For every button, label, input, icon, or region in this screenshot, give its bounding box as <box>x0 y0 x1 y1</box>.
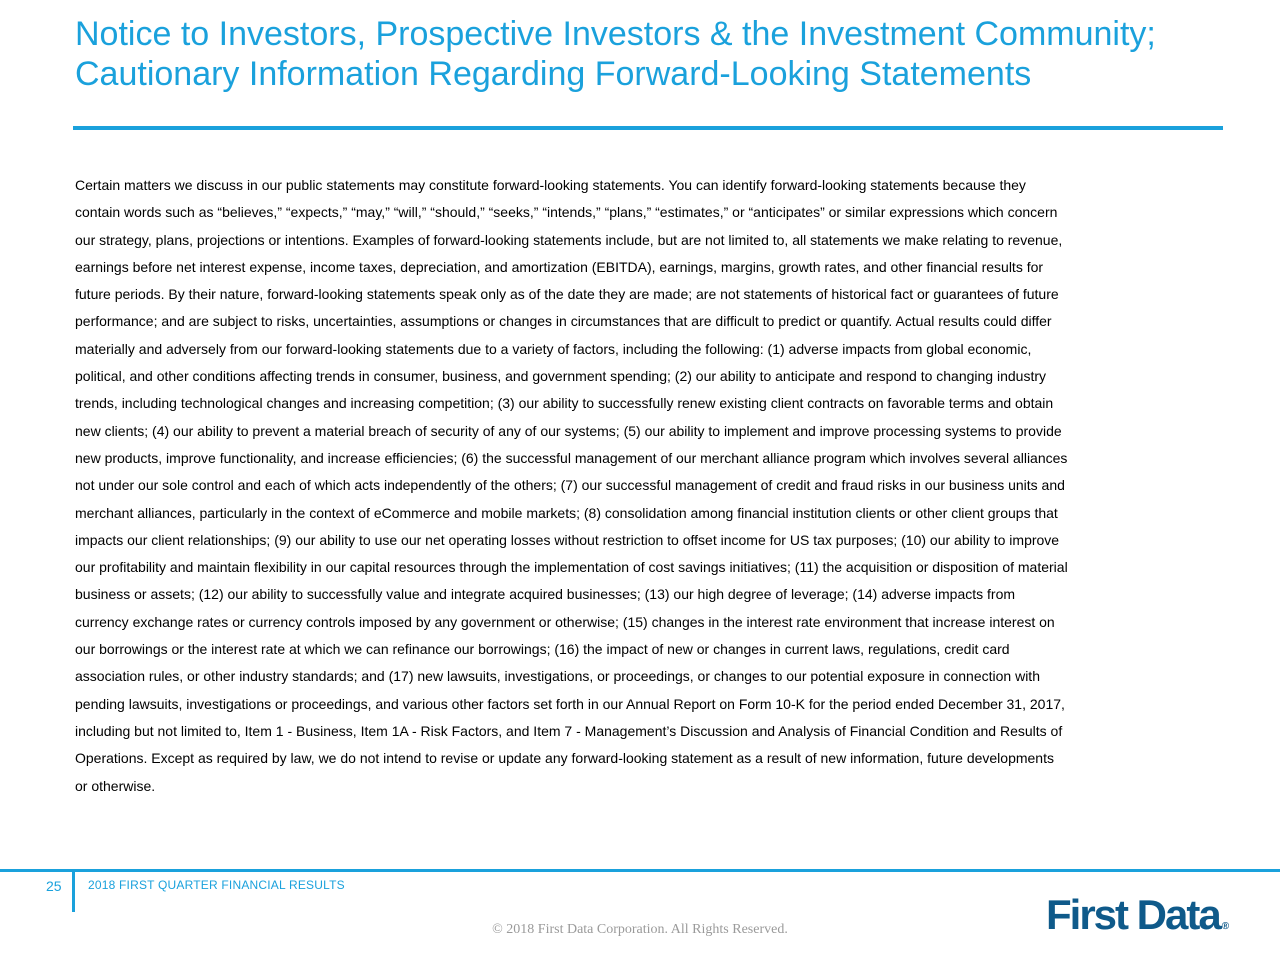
paragraph-line: not under our sole control and each of which acts independently of the others; (7) our successful management of credit and fraud risks in our business units and <box>75 477 1065 494</box>
paragraph-line: business or assets; (12) our ability to successfully value and integrate acquired businesses; (13) our high degree of leverage; (14) adverse impacts from <box>75 586 1016 603</box>
paragraph-line: including but not limited to, Item 1 - Business, Item 1A - Risk Factors, and Item 7 - Management’s Discussion and Analysis of Financial Condition and Results of <box>75 722 1063 739</box>
paragraph-line: Certain matters we discuss in our public statements may constitute forward-looking statements. You can identify forward-looking statements because they <box>75 177 1026 193</box>
paragraph-line: new clients; (4) our ability to prevent a material breach of security of any of our systems; (5) our ability to implement and improve processing systems to provide <box>75 422 1062 439</box>
footer-divider-line <box>0 869 1280 872</box>
paragraph-line: performance; and are subject to risks, uncertainties, assumptions or changes in circumstances that are difficult to predict or quantify. Actual results could differ <box>75 313 1052 330</box>
footer-label: 2018 FIRST QUARTER FINANCIAL RESULTS <box>88 878 345 892</box>
footer-vertical-divider <box>72 872 75 912</box>
paragraph-line: earnings before net interest expense, income taxes, depreciation, and amortization (EBITDA), earnings, margins, growth rates, and other financial results for <box>75 258 1044 275</box>
slide-title <box>75 14 1255 94</box>
paragraph-line: pending lawsuits, investigations or proceedings, and various other factors set forth in our Annual Report on Form 10-K for the period ended December 31, 2017, <box>75 695 1065 712</box>
paragraph-line: or otherwise. <box>75 777 156 794</box>
paragraph-line: our profitability and maintain flexibility in our capital resources through the implementation of cost savings initiatives; (11) the acquisition or disposition of material <box>75 559 1068 576</box>
paragraph-line: our strategy, plans, projections or intentions. Examples of forward-looking statements include, but are not limited to, all statements we make relating to revenue, <box>75 231 1063 248</box>
paragraph-line: contain words such as “believes,” “expects,” “may,” “will,” “should,” “seeks,” “intends,” “plans,” “estimates,” or “anticipates” or similar expressions which concern <box>75 204 1058 221</box>
disclaimer-paragraph <box>75 172 1225 800</box>
paragraph-line: association rules, or other industry standards; and (17) new lawsuits, investigations, or proceedings, or changes to our potential exposure in connection with <box>75 668 1040 685</box>
paragraph-line: future periods. By their nature, forward-looking statements speak only as of the date they are made; are not statements of historical fact or guarantees of future <box>75 286 1059 303</box>
paragraph-line: impacts our client relationships; (9) our ability to use our net operating losses without restriction to offset income for US tax purposes; (10) our ability to improve <box>75 531 1060 548</box>
registered-mark: ® <box>1221 921 1230 932</box>
paragraph-line: materially and adversely from our forward-looking statements due to a variety of factors, including the following: (1) adverse impacts from global economic, <box>75 340 1032 357</box>
paragraph-line: our borrowings or the interest rate at which we can refinance our borrowings; (16) the impact of new or changes in current laws, regulations, credit card <box>75 641 1010 658</box>
paragraph-line: Operations. Except as required by law, we do not intend to revise or update any forward-looking statement as a result of new information, future developments <box>75 750 1054 767</box>
title-underline-divider <box>73 126 1223 130</box>
page-number: 25 <box>46 878 62 894</box>
paragraph-line: trends, including technological changes and increasing competition; (3) our ability to successfully renew existing client contracts on favorable terms and obtain <box>75 395 1054 412</box>
logo-wordmark: First Data <box>1046 891 1220 938</box>
first-data-logo <box>1046 892 1229 950</box>
paragraph-line: new products, improve functionality, and increase efficiencies; (6) the successful management of our merchant alliance program which involves several alliances <box>75 449 1068 466</box>
paragraph-line: currency exchange rates or currency controls imposed by any government or otherwise; (15) changes in the interest rate environment that increase interest on <box>75 613 1055 630</box>
paragraph-line: political, and other conditions affecting trends in consumer, business, and government spending; (2) our ability to anticipate and respond to changing industry <box>75 368 1047 385</box>
copyright-notice: © 2018 First Data Corporation. All Rights Reserved. <box>492 922 788 937</box>
slide-title-line-1: Notice to Investors, Prospective Investors & the Investment Community; <box>75 15 1156 53</box>
paragraph-line: merchant alliances, particularly in the context of eCommerce and mobile markets; (8) consolidation among financial institution clients or other client groups that <box>75 504 1058 521</box>
slide-title-line-2: Cautionary Information Regarding Forward-Looking Statements <box>75 55 1032 93</box>
